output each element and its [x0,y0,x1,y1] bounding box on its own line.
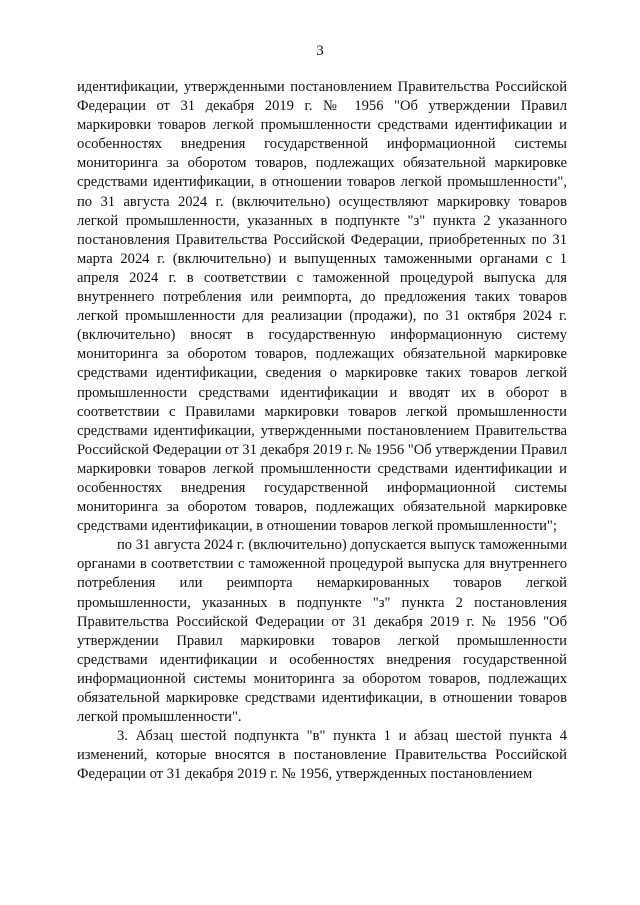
document-body [77,78,567,784]
paragraph-continuation: идентификации, утвержденными постановлением Правительства Российской Федерации от 31 декабря 2019 г. № 1956 "Об утверждении Правил маркировки товаров легкой промышленности средствами идентификации и особенностях внедрения государственной информационной системы мониторинга за оборотом товаров, подлежащих обязательной маркировке средствами идентификации, в отношении товаров легкой промышленности", по 31 августа 2024 г. (включительно) осуществляют маркировку товаров легкой промышленности, указанных в подпункте "з" пункта 2 указанного постановления Правительства Российской Федерации, приобретенных по 31 марта 2024 г. (включительно) и выпущенных таможенными органами с 1 апреля 2024 г. в соответствии с таможенной процедурой выпуска для внутреннего потребления или реимпорта, до предложения таких товаров легкой промышленности для реализации (продажи), по 31 октября 2024 г. (включительно) вносят в государственную информационную систему мониторинга за оборотом товаров, подлежащих обязательной маркировке средствами идентификации, сведения о маркировке таких товаров легкой промышленности средствами идентификации и вводят их в оборот в соответствии с Правилами маркировки товаров легкой промышленности средствами идентификации, утвержденными постановлением Правительства Российской Федерации от 31 декабря 2019 г. № 1956 "Об утверждении Правил маркировки товаров легкой промышленности средствами идентификации и особенностях внедрения государственной информационной системы мониторинга за оборотом товаров, подлежащих обязательной маркировке средствами идентификации, в отношении товаров легкой промышленности"; [77,79,567,535]
paragraph-customs-release: по 31 августа 2024 г. (включительно) допускается выпуск таможенными органами в соответствии с таможенной процедурой выпуска для внутреннего потребления или реимпорта немаркированных товаров легкой промышленности, указанных в подпункте "з" пункта 2 постановления Правительства Российской Федерации от 31 декабря 2019 г. № 1956 "Об утверждении Правил маркировки товаров легкой промышленности средствами идентификации и особенностях внедрения государственной информационной системы мониторинга за оборотом товаров, подлежащих обязательной маркировке средствами идентификации, в отношении товаров легкой промышленности". [77,537,567,726]
page-number: 3 [316,43,324,59]
paragraph-item-3: 3. Абзац шестой подпункта "в" пункта 1 и абзац шестой пункта 4 изменений, которые вносятся в постановление Правительства Российской Федерации от 31 декабря 2019 г. № 1956, утвержденных постановлением [77,728,567,783]
